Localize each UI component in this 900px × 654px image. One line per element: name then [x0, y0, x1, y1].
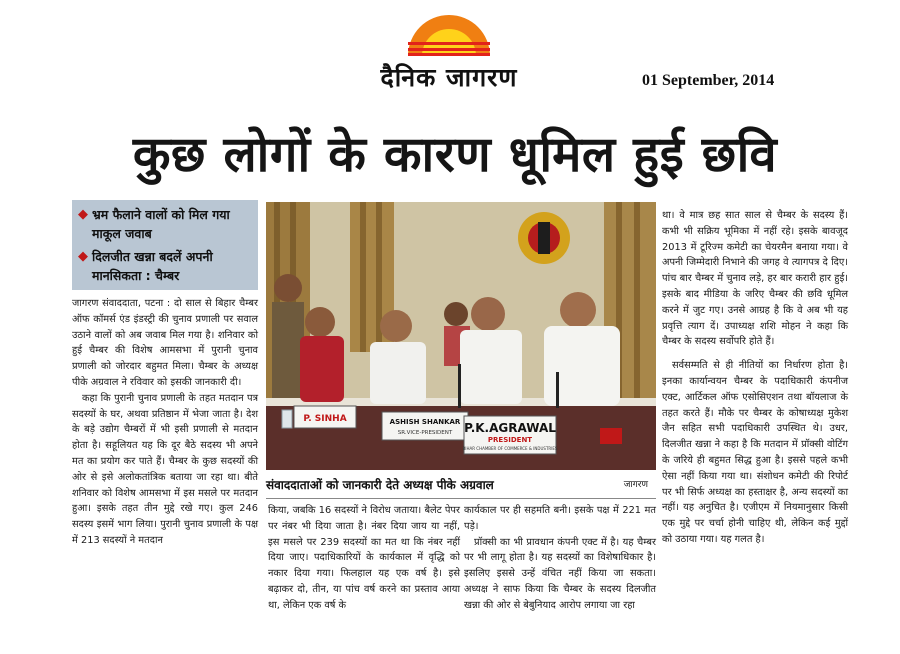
caption-divider — [266, 498, 656, 499]
article-paragraph: था। वे मात्र छह सात साल से चैम्बर के सदस्य हैं। कभी भी सक्रिय भूमिका में नहीं रहे। इसके बावजूद 2013 में टूरिज्म कमेटी का चेयरमैन बनाया गया। वे अपनी जिम्मेदारी निभाने की जगह वे त्यागपत्र दे दिए। पांच बार चैम्बर में चुनाव लड़े, हर बार करारी हार हुई। इसके बाद मीडिया के जरिए चैम्बर की छवि धूमिल करने में जुट गए। उनसे आग्रह है कि वे अब भी यह प्रवृत्ति त्याग दें। उपाध्यक्ष शशि मोहन ने कहा कि चैम्बर के सदस्य सर्वोपरि होते हैं। — [662, 210, 848, 348]
name-plate-3-subtitle: BIHAR CHAMBER OF COMMERCE & INDUSTRIES — [462, 446, 558, 451]
bullet-diamond-icon: ◆ — [78, 207, 88, 222]
article-column-2 — [268, 503, 460, 637]
highlight-text: भ्रम फैलाने वालों को मिल गया माकूल जवाब — [92, 207, 230, 241]
name-plate-3: P.K.AGRAWAL — [464, 421, 556, 435]
article-paragraph: प्रॉक्सी का भी प्रावधान कंपनी एक्ट में है। यह चैम्बर पर भी लागू होता है। यह सदस्यों का विशेषाधिकार है। इसलिए इससे उन्हें वंचित नहीं किया जा सकता। अध्यक्ष ने साफ किया कि चैम्बर के सदस्य दिलजीत खन्ना की ओर से बेबुनियाद आरोप लगाया जा रहा — [464, 536, 656, 611]
photo-credit: जागरण — [623, 480, 648, 490]
name-plate-3-title: PRESIDENT — [487, 436, 533, 444]
highlights-box — [72, 200, 258, 290]
article-paragraph: किया, जबकि 16 सदस्यों ने विरोध जताया। बैलेट पेपर पर नंबर भी दिया जाता है। नंबर दिया जाय या नहीं, इस मसले पर 239 सदस्यों का मत था कि नंबर नहीं दिया जाए। पदाधिकारियों के कार्यकाल में वृद्धि को नकार दिया गया। फिलहाल यह एक वर्ष है। इसे बढ़ाकर दो, तीन, या पांच वर्ष करने का प्रस्ताव आया था, लेकिन एक वर्ष के — [268, 505, 460, 611]
article-paragraph: कार्यकाल पर ही सहमति बनी। इसके पक्ष में 221 मत पड़े। — [464, 505, 656, 532]
article-column-4 — [662, 208, 848, 636]
article-column-3 — [464, 503, 656, 637]
press-conference-photo — [266, 202, 656, 470]
article-paragraph: जागरण संवाददाता, पटना : दो साल से बिहार चैम्बर ऑफ कॉमर्स एंड इंडस्ट्री की चुनाव प्रणाली पर सवाल उठाने वालों को अब जवाब मिल गया है। शनिवार को हुई चैम्बर की विशेष आमसभा में पुरानी चुनाव प्रणाली को जोरदार बहुमत मिला। चैम्बर के अध्यक्ष पीके अग्रवाल ने रविवार को इसकी जानकारी दी। — [72, 298, 258, 388]
name-plate-2: ASHISH SHANKAR — [389, 418, 461, 426]
headline: कुछ लोगों के कारण धूमिल हुई छवि — [132, 126, 778, 183]
caption-text: संवाददाताओं को जानकारी देते अध्यक्ष पीके अग्रवाल — [266, 478, 494, 492]
name-plate-1: P. SINHA — [303, 414, 347, 424]
highlight-text: दिलजीत खन्ना बदलें अपनी मानसिकता : चैम्बर — [92, 249, 213, 283]
highlight-item — [78, 247, 252, 285]
article-paragraph: सर्वसम्मति से ही नीतियों का निर्धारण होता है। इनका कार्यान्वयन चैम्बर के पदाधिकारी कंपनीज एक्ट, आर्टिकल ऑफ एसोसिएशन तथा बॉयलाज के तहत करते हैं। मौके पर चैम्बर के कोषाध्यक्ष मुकेश जैन सहित सभी पदाधिकारी उपस्थित थे। उधर, दिलजीत खन्ना ने कहा है कि मतदान में प्रॉक्सी वोटिंग के जरिये ही बहुमत सिद्ध हुआ है। इससे पहले कभी ऐसा नहीं किया गया था। संशोधन कमेटी की रिपोर्ट पर भी सिर्फ अध्यक्ष का हस्ताक्षर है, अन्य सदस्यों का नहीं। यह अनुचित है। एजीएम में नियमानुसार किसी एक मुद्दे पर चर्चा होनी चाहिए थी, लेकिन कई मुद्दों को उठाया गया। यह गलत है। — [662, 360, 848, 545]
newspaper-clipping — [62, 12, 852, 644]
masthead-logo — [344, 12, 554, 96]
photo-caption — [266, 474, 656, 496]
name-plate-2-title: SR.VICE-PRESIDENT — [397, 430, 453, 436]
publication-date: 01 September, 2014 — [642, 72, 775, 89]
rising-sun-logo-icon — [404, 12, 494, 58]
highlight-item — [78, 205, 252, 243]
newspaper-name: दैनिक जागरण — [380, 63, 518, 92]
article-paragraph: कहा कि पुरानी चुनाव प्रणाली के तहत मतदान पत्र सदस्यों के घर, अथवा प्रतिष्ठान में भेजा जाता है। देश के बड़े उद्योग चैम्बरों में भी इसी प्रणाली से मतदान होता है। सहूलियत यह कि दूर बैठे सदस्य भी अपने मत का प्रयोग कर पाते हैं। चैम्बर के कुछ सदस्यों की ओर से इसे अलोकतांत्रिक बताया जा रहा था। बीते शनिवार को विशेष आमसभा में इस मसले पर मतदान हुआ। इसके तहत तीन मुद्दे रखे गए। कुल 246 सदस्य इसमें भाग लिया। पुरानी चुनाव प्रणाली के पक्ष में 213 सदस्यों ने मतदान — [72, 392, 258, 546]
bullet-diamond-icon: ◆ — [78, 249, 88, 264]
article-column-1 — [72, 296, 258, 636]
